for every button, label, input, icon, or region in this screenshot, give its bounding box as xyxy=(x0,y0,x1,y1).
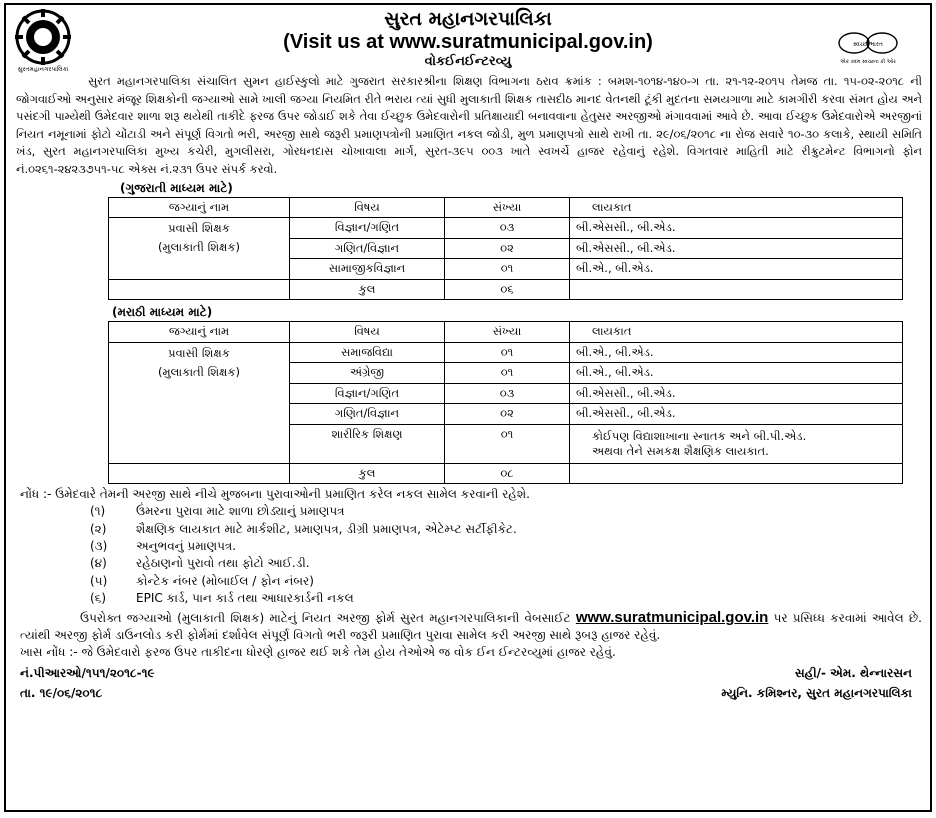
subject-cell: વિજ્ઞાન/ગણિત xyxy=(290,218,445,239)
qualification-cell: બી.એસસી., બી.એડ. xyxy=(570,404,903,425)
table-total-row xyxy=(109,463,903,484)
marathi-medium-heading: (મરાઠી માધ્યમ માટે) xyxy=(112,305,213,320)
col-subject: વિષય xyxy=(290,197,445,218)
count-cell: ૦૨ xyxy=(445,238,570,259)
note-list xyxy=(90,503,922,607)
item-text: ઉંમરના પુરાવા માટે શાળા છોડ્યાનું પ્રમાણપત્ર xyxy=(136,504,345,519)
total-count: ૦૮ xyxy=(445,463,570,484)
signature-block xyxy=(721,663,912,703)
website-line: (Visit us at www.suratmunicipal.gov.in) xyxy=(283,31,653,53)
qualification-cell: બી.એ., બી.એડ. xyxy=(570,363,903,384)
documents-note xyxy=(20,486,922,607)
list-item xyxy=(90,503,922,520)
header xyxy=(6,5,930,73)
subject-cell: સામાજીકવિજ્ઞાન xyxy=(290,259,445,280)
subject-cell: સમાજવિદ્યા xyxy=(290,342,445,363)
application-instructions xyxy=(20,609,922,661)
reference-block xyxy=(20,663,155,703)
count-cell: ૦૧ xyxy=(445,342,570,363)
swachh-bharat-logo-icon xyxy=(830,25,906,69)
reference-number: નં.પીઆરઓ/૧૫૧/૨૦૧૮-૧૯ xyxy=(20,666,155,681)
post-name-cell xyxy=(109,218,290,280)
gujarati-posts-table xyxy=(108,197,903,301)
intro-text: સુરત મહાનગરપાલિકા સંચાલિત સુમન હાઈસ્કુલો માટે ગુજરાત સરકારશ્રીના શિક્ષણ વિભાગના ઠરાવ ક્રમાંક : બમશ-૧૦૧૪-૧૪૦-ગ તા. ૨૧-૧૨-૨૦૧૫ તેમજ તા. ૧૫-૦૨-૨૦૧૮ ની જોગવાઈઓ અનુસાર મંજૂર શિક્ષકોની જગ્યાઓ સામે ખાલી જગ્યા નિયમિત રીતે ભરાય ત્યાં સુધી મુલાકાતી શિક્ષક તાસદીઠ માનદ વેતનથી ટૂંકી મુદતના સમયગાળા માટે કામગીરી કરવા સંમત હોય અને પસંદગી પામ્યેથી ઉમેદવાર શાળા શરૂ થયેથી તાકીદે ફરજ ઉપર જોડાઈ શકે તેવા ઈચ્છુક ઉમેદવારોની પ્રતિક્ષાયાદી બનાવવાના હેતુસર અરજીઓ મંગાવવામાં આવે છે. આવા ઈચ્છુક ઉમેદવારોએ અરજીનાં નિયત નમૂનામાં ફોટો ચોંટાડી અને સંપૂર્ણ વિગતો ભરી, અરજી સાથે જરૂરી પ્રમાણપત્રોની પ્રમાણિત નકલ જોડી, મુળ પ્રમાણપત્રો સાથે રાખી તા. ૨૯/૦૬/૨૦૧૮ ના રોજ સવારે ૧૦-૩૦ કલાકે, સ્થાયી સમિતિ ખંડ, સુરત મહાનગરપાલિકા મુખ્ય કચેરી, મુગલીસરા, ગોરધનદાસ ચોખાવાલા માર્ગ, સુરત-૩૯૫ ૦૦૩ ખાતે સ્વખર્ચે હાજર રહેવાનું રહેશે. વિગતવાર માહિતી માટે રીક્રુટમેન્ટ વિભાગનો ફોન નં.૦૨૬૧-૨૪૨૩૭૫૧-૫૮ એક્સ નં.૨૩૧ ઉપર સંપર્ક કરવો. xyxy=(16,74,922,176)
item-number: (૪) xyxy=(90,556,107,571)
empty-cell xyxy=(570,279,903,300)
qualification-cell: બી.એ., બી.એડ. xyxy=(570,342,903,363)
issue-date: તા. ૧૯/૦૬/૨૦૧૮ xyxy=(20,686,103,701)
empty-cell xyxy=(109,463,290,484)
qualification-cell: બી.એસસી., બી.એડ. xyxy=(570,238,903,259)
col-post: જગ્યાનું નામ xyxy=(109,322,290,343)
post-name: પ્રવાસી શિક્ષક xyxy=(168,345,230,360)
qualification-cell: બી.એસસી., બી.એડ. xyxy=(570,218,903,239)
svg-text:એક કદમ સ્વચ્છતા કી ઓર: એક કદમ સ્વચ્છતા કી ઓર xyxy=(840,59,896,65)
list-item xyxy=(90,555,922,572)
item-number: (૩) xyxy=(90,538,108,553)
item-text: અનુભવનું પ્રમાણપત્ર. xyxy=(136,538,237,553)
col-subject: વિષય xyxy=(290,322,445,343)
intro-paragraph xyxy=(16,73,922,179)
list-item xyxy=(90,538,922,555)
list-item xyxy=(90,521,922,538)
qualification-cell xyxy=(570,424,903,463)
subject-cell: ગણિત/વિજ્ઞાન xyxy=(290,238,445,259)
signatory-name: સહી/- એમ. થેન્નારસન xyxy=(794,666,912,681)
smc-emblem-icon xyxy=(12,7,74,73)
table-total-row xyxy=(109,279,903,300)
special-note: ખાસ નોંધ :- જે ઉમેદવારો ફરજ ઉપર તાકીદના ધોરણે હાજર થઈ શકે તેમ હોય તેઓએ જ વોક ઈન ઈન્ટરવ્યુમાં હાજર રહેવું. xyxy=(20,645,616,660)
qualification-cell: બી.એસસી., બી.એડ. xyxy=(570,383,903,404)
marathi-posts-table xyxy=(108,321,903,484)
item-number: (૧) xyxy=(90,504,106,519)
list-item xyxy=(90,573,922,590)
qualification-line-1: કોઈપણ વિદ્યાશાખાના સ્નાતક અને બી.પી.એડ. xyxy=(592,428,807,443)
website-link[interactable]: www.suratmunicipal.gov.in xyxy=(575,609,769,627)
footer xyxy=(6,663,930,703)
count-cell: ૦૧ xyxy=(445,259,570,280)
instruction-text-end: પર પ્રસિધ્ધ કરવામાં આવેલ છે. ત્યાંથી અરજી ફોર્મ ડાઉનલોડ કરી ફોર્મમાં દર્શાવેલ સંપૂર્ણ વિગતો ભરી જરૂરી પ્રમાણિત પુરાવા સામેલ કરી અરજી સાથે રૂબરૂ હાજર રહેવું. xyxy=(20,611,922,643)
col-count: સંખ્યા xyxy=(445,197,570,218)
table-row xyxy=(109,218,903,239)
item-text: EPIC કાર્ડ, પાન કાર્ડ તથા આધારકાર્ડની નકલ xyxy=(136,590,354,605)
col-post: જગ્યાનું નામ xyxy=(109,197,290,218)
col-qualification: લાયકાત xyxy=(570,197,903,218)
page-title: સુરત મહાનગરપાલિકા xyxy=(384,8,552,30)
notice-page xyxy=(4,3,932,812)
empty-cell xyxy=(109,279,290,300)
item-number: (૨) xyxy=(90,521,107,536)
signatory-designation: મ્યુનિ. કમિશ્નર, સુરત મહાનગરપાલિકા xyxy=(721,686,912,701)
subject-cell: શારીરિક શિક્ષણ xyxy=(290,424,445,463)
item-number: (૫) xyxy=(90,573,108,588)
count-cell: ૦૧ xyxy=(445,424,570,463)
list-item xyxy=(90,590,922,607)
item-number: (૬) xyxy=(90,590,107,605)
subject-cell: અંગ્રેજી xyxy=(290,363,445,384)
gujarati-medium-heading: (ગુજરાતી માધ્યમ માટે) xyxy=(120,180,233,195)
count-cell: ૦૩ xyxy=(445,383,570,404)
qualification-line-2: અથવા તેને સમકક્ષ શૈક્ષણિક લાયકાત. xyxy=(592,443,769,458)
table-header-row xyxy=(109,197,903,218)
post-name-cell xyxy=(109,342,290,463)
count-cell: ૦૨ xyxy=(445,404,570,425)
instruction-text: ઉપરોક્ત જગ્યાઓ (મુલાકાતી શિક્ષક) માટેનું નિયત અરજી ફોર્મ સુરત મહાનગરપાલિકાની વેબસાઈટ xyxy=(80,611,571,626)
total-count: ૦૬ xyxy=(445,279,570,300)
post-subname: (મુલાકાતી શિક્ષક) xyxy=(157,364,241,379)
item-text: કોન્ટેક નંબર (મોબાઈલ / ફોન નંબર) xyxy=(136,573,314,588)
total-label: કુલ xyxy=(290,463,445,484)
item-text: શૈક્ષણિક લાયકાત માટે માર્કશીટ, પ્રમાણપત્ર, ડીગ્રી પ્રમાણપત્ર, એટેમ્પ્ટ સર્ટીફીકેટ. xyxy=(136,521,517,536)
post-name: પ્રવાસી શિક્ષક xyxy=(168,221,230,236)
total-label: કુલ xyxy=(290,279,445,300)
subject-cell: ગણિત/વિજ્ઞાન xyxy=(290,404,445,425)
table-header-row xyxy=(109,322,903,343)
col-qualification: લાયકાત xyxy=(570,322,903,343)
count-cell: ૦૧ xyxy=(445,363,570,384)
empty-cell xyxy=(570,463,903,484)
col-count: સંખ્યા xyxy=(445,322,570,343)
svg-text:સુરતમહાનગરપાલિકા: સુરતમહાનગરપાલિકા xyxy=(17,66,69,73)
notice-subtitle: વોકઈનઈન્ટરવ્યુ xyxy=(424,54,512,69)
post-subname: (મુલાકાતી શિક્ષક) xyxy=(157,240,241,255)
subject-cell: વિજ્ઞાન/ગણિત xyxy=(290,383,445,404)
qualification-cell: બી.એ., બી.એડ. xyxy=(570,259,903,280)
note-heading: નોંધ :- ઉમેદવારે તેમની અરજી સાથે નીચે મુજબના પુરાવાઓની પ્રમાણિત કરેલ નકલ સામેલ કરવાની રહેશે. xyxy=(20,487,530,502)
table-row xyxy=(109,342,903,363)
count-cell: ૦૩ xyxy=(445,218,570,239)
item-text: રહેઠાણનો પુરાવો તથા ફોટો આઈ.ડી. xyxy=(136,556,310,571)
svg-text:સ્વચ્છ ભારત: સ્વચ્છ ભારત xyxy=(853,41,883,48)
